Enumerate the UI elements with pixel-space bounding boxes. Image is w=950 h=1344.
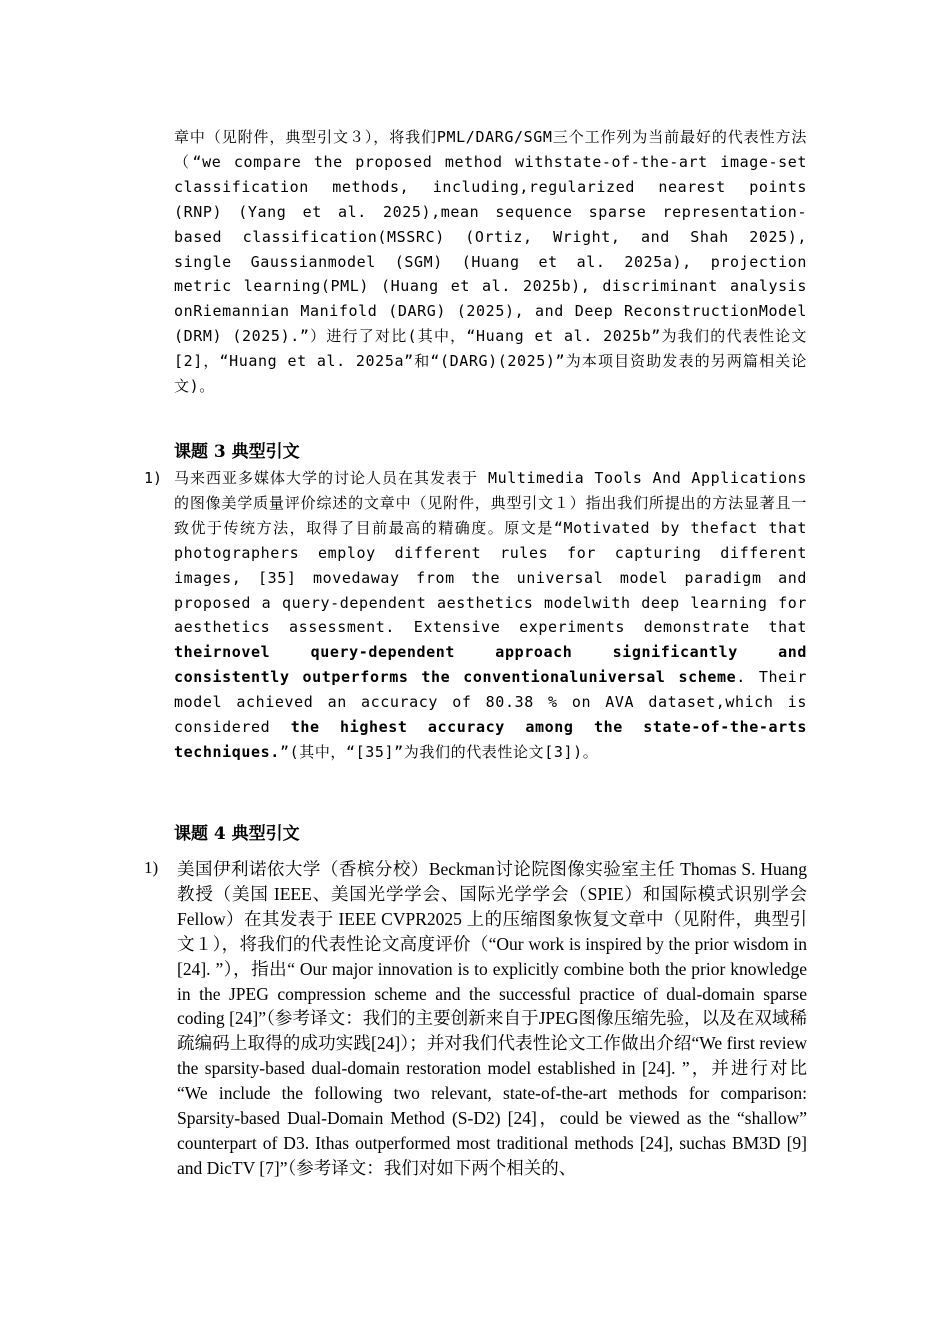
list-item (174, 466, 807, 765)
citation-text-part: . Their model achieved an accuracy of 80.38 % on AVA dataset,which is considered (174, 668, 808, 737)
list-item-number: 1) (144, 469, 163, 487)
list-item (177, 857, 807, 1181)
list-item-number: 1) (144, 858, 159, 877)
paragraph-text: 章中（见附件，典型引文３），将我们PML/DARG/SGM三个工作列为当前最好的代表性方法（“we compare the proposed method withstate-of-the-art image-set classification methods, including,regularized nearest points (RNP) (Yang et al. 2025),mean sequence sparse representation-based classification(MSSRC) (Ortiz, Wright, and Shah 2025), single Gaussianmodel (SGM) (Huang et al. 2025a), projection metric learning(PML) (Huang et al. 2025b), discriminant analysis onRiemannian Manifold (DARG) (2025), and Deep ReconstructionModel (DRM) (2025).”）进行了对比(其中，“Huang et al. 2025b”为我们的代表性论文[2]，“Huang et al. 2025a”和“(DARG)(2025)”为本项目资助发表的另两篇相关论文)。 (174, 128, 807, 396)
citation-text (174, 466, 807, 765)
continued-paragraph (174, 125, 807, 399)
citation-bold-part: the highest accuracy among the state-of-the-arts techniques. (174, 718, 807, 761)
section-heading-4: 课题 4 典型引文 (174, 824, 300, 844)
citation-text-part: ”(其中，“[35]”为我们的代表性论文[3])。 (279, 742, 599, 761)
citation-text-part: 马来西亚多媒体大学的讨论人员在其发表于 Multimedia Tools And Applications的图像美学质量评价综述的文章中（见附件，典型引文１）指出我们所提出的方法显著且一致优于传统方法，取得了目前最高的精确度。原文是“Motivated by thefact that photographers employ different rules for capturing different images, [35] movedaway from the universal model paradigm and proposed a query-dependent aesthetics modelwith deep learning for aesthetics assessment. Extensive experiments demonstrate that (174, 469, 807, 637)
citation-text: 美国伊利诺依大学（香槟分校）Beckman讨论院图像实验室主任 Thomas S. Huang教授（美国 IEEE、美国光学学会、国际光学学会（SPIE）和国际模式识别学会 Fellow）在其发表于 IEEE CVPR2025 上的压缩图象恢复文章中（见附件，典型引文１），将我们的代表性论文高度评价（“Our work is inspired by the prior wisdom in [24]. ”），指出“ Our major innovation is to explicitly combine both the prior knowledge in the JPEG compression scheme and the successful practice of dual-domain sparse coding [24]”（参考译文：我们的主要创新来自于JPEG图像压缩先验，以及在双域稀疏编码上取得的成功实践[24]）；并对我们代表性论文工作做出介绍“We first review the sparsity-based dual-domain restoration model established in [24]. ”，并进行对比 “We include the following two relevant, state-of-the-art methods for comparison: Sparsity-based Dual-Domain Method (S-D2) [24]，could be viewed as the “shallow” counterpart of D3. Ithas outperformed most traditional methods [24], suchas BM3D [9] and DicTV [7]”（参考译文：我们对如下两个相关的、 (177, 859, 807, 1178)
section-heading-3: 课题 3 典型引文 (174, 442, 300, 462)
citation-bold-part: theirnovel query-dependent approach significantly and consistently outperforms the conventionaluniversal scheme (174, 643, 807, 687)
